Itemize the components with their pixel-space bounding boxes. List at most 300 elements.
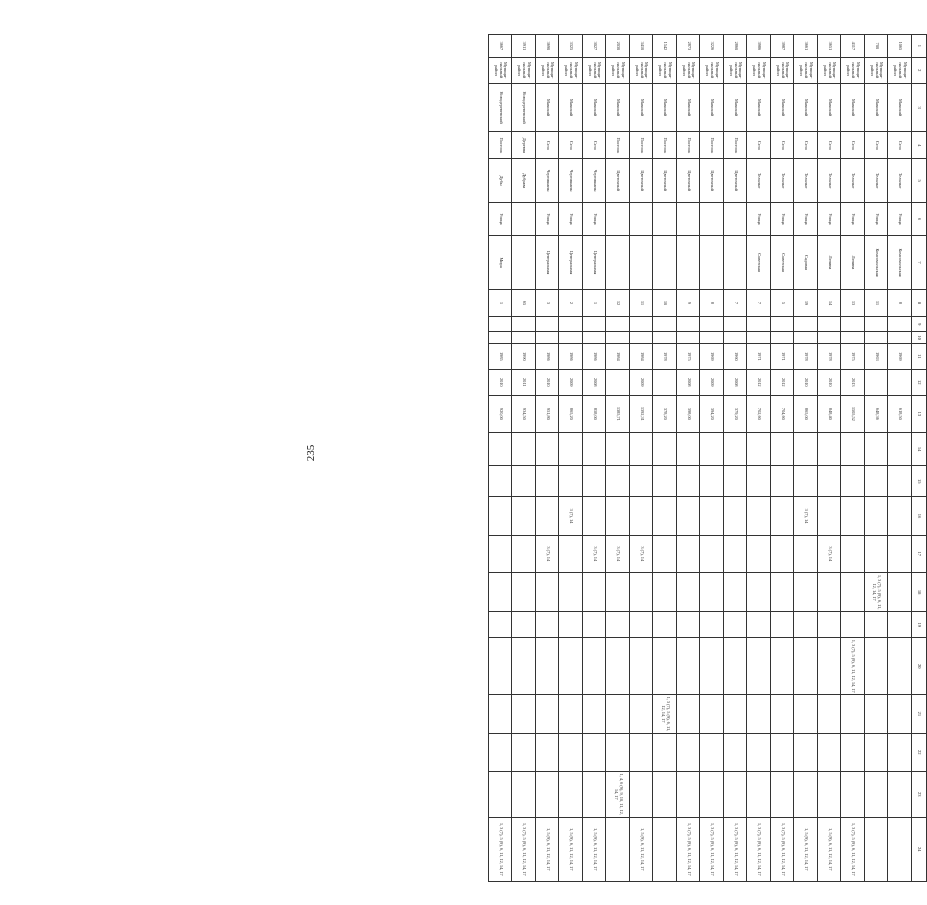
table-cell — [700, 535, 724, 572]
table-cell — [489, 433, 513, 466]
table-cell — [700, 771, 724, 817]
table-cell — [677, 771, 701, 817]
table-cell: Мамский — [865, 83, 889, 132]
table-cell: 1986 — [583, 343, 607, 369]
table-cell: 2873 — [677, 35, 701, 58]
table-cell: 1, 3 (7), 5 (9), 6, 11, 12, 14, 17 — [747, 817, 771, 881]
table-cell: Муници-пальный район — [606, 57, 630, 83]
table-header-row — [912, 35, 927, 882]
table-cell — [630, 202, 654, 235]
table-cell: Улица — [771, 202, 795, 235]
table-cell — [536, 638, 560, 695]
table-cell — [653, 202, 677, 235]
table-cell — [489, 316, 513, 332]
table-cell: Муници-пальный район — [818, 57, 842, 83]
table-cell — [536, 316, 560, 332]
table-cell — [888, 466, 912, 497]
table-cell — [700, 236, 724, 290]
table-cell — [583, 733, 607, 771]
table-cell — [747, 572, 771, 611]
table-cell: 1, 3 (7), 5 (9), 6, 11, 12, 14, 17 — [841, 817, 865, 881]
table-cell: Муници-пальный район — [841, 57, 865, 83]
table-cell: Улица — [888, 202, 912, 235]
table-cell — [771, 638, 795, 695]
table-cell: Поселок — [724, 132, 748, 159]
table-cell: 1975 — [677, 343, 701, 369]
table-cell — [888, 817, 912, 881]
table-cell: 1065 — [888, 35, 912, 58]
table-cell — [653, 572, 677, 611]
table-cell — [865, 316, 889, 332]
table-cell — [818, 497, 842, 535]
table-cell: 2013 — [841, 369, 865, 395]
column-number-cell: 21 — [912, 695, 927, 733]
table-cell: Улица — [583, 202, 607, 235]
table-cell: Тельные — [771, 159, 795, 203]
table-cell: 8 — [888, 289, 912, 316]
column-number-cell: 22 — [912, 733, 927, 771]
table-cell: Мамский — [700, 83, 724, 132]
table-cell: Мамский — [653, 83, 677, 132]
table-cell — [794, 612, 818, 638]
table-cell: 11 — [630, 289, 654, 316]
table-row — [489, 35, 513, 882]
table-cell — [606, 332, 630, 343]
table-cell: 394,20 — [700, 395, 724, 432]
table-cell: 1, 5 (9), 6, 11, 12, 14, 17 — [536, 817, 560, 881]
table-cell — [888, 497, 912, 535]
table-cell — [512, 572, 536, 611]
table-cell — [653, 316, 677, 332]
table-cell: 848,40 — [818, 395, 842, 432]
table-cell — [771, 433, 795, 466]
table-cell — [888, 316, 912, 332]
table-cell — [559, 733, 583, 771]
table-cell: 3690 — [536, 35, 560, 58]
table-cell: 704,60 — [771, 395, 795, 432]
table-cell — [653, 535, 677, 572]
table-cell: 1, 5 (9), 6, 11, 12, 14, 17 — [559, 817, 583, 881]
table-cell: 14 — [818, 289, 842, 316]
table-cell — [677, 497, 701, 535]
registry-table-wrapper — [488, 34, 927, 882]
table-cell — [888, 612, 912, 638]
table-cell — [512, 236, 536, 290]
table-cell — [653, 733, 677, 771]
table-cell: 1975 — [841, 343, 865, 369]
table-cell: 3325 — [559, 35, 583, 58]
table-cell: Тельные — [888, 159, 912, 203]
table-cell — [724, 332, 748, 343]
table-cell: 865,20 — [559, 395, 583, 432]
table-cell — [512, 202, 536, 235]
table-cell: Советская — [747, 236, 771, 290]
table-cell: Тельные — [841, 159, 865, 203]
table-cell: Мамский — [630, 83, 654, 132]
table-cell — [888, 433, 912, 466]
table-cell — [536, 572, 560, 611]
table-cell: 1986 — [536, 343, 560, 369]
table-cell — [771, 612, 795, 638]
table-cell: Муници-пальный район — [794, 57, 818, 83]
table-cell — [865, 733, 889, 771]
table-cell — [653, 817, 677, 881]
table-cell: 3987 — [771, 35, 795, 58]
table-cell — [724, 202, 748, 235]
table-cell — [888, 535, 912, 572]
table-cell — [747, 466, 771, 497]
table-cell: Село — [794, 132, 818, 159]
table-cell: 702,60 — [747, 395, 771, 432]
table-cell: Улица — [794, 202, 818, 235]
table-cell: Ленина — [818, 236, 842, 290]
table-cell — [700, 638, 724, 695]
table-cell — [512, 733, 536, 771]
table-cell — [724, 497, 748, 535]
table-cell — [512, 466, 536, 497]
table-cell: Муници-пальный район — [653, 57, 677, 83]
table-cell: 2010 — [818, 369, 842, 395]
table-cell: 1505,52 — [841, 395, 865, 432]
table-cell — [724, 466, 748, 497]
table-cell: 1978 — [794, 343, 818, 369]
table-row — [724, 35, 748, 882]
table-cell — [724, 733, 748, 771]
table-cell — [583, 695, 607, 733]
table-cell — [888, 332, 912, 343]
table-cell: 3 (7), 14 — [559, 497, 583, 535]
table-cell — [630, 433, 654, 466]
table-cell — [653, 612, 677, 638]
table-cell — [771, 316, 795, 332]
table-cell — [606, 572, 630, 611]
table-cell: 2012 — [747, 369, 771, 395]
table-cell: 3667 — [489, 35, 513, 58]
table-cell — [606, 497, 630, 535]
table-cell: 3 (7), 14 — [583, 535, 607, 572]
table-cell: Мамский — [606, 83, 630, 132]
table-cell — [771, 695, 795, 733]
table-cell — [489, 638, 513, 695]
table-cell — [818, 433, 842, 466]
table-cell — [700, 316, 724, 332]
table-cell: 7 — [724, 289, 748, 316]
table-cell — [559, 695, 583, 733]
table-cell: 1 — [583, 289, 607, 316]
table-cell — [865, 332, 889, 343]
column-number-cell: 18 — [912, 572, 927, 611]
table-cell — [630, 695, 654, 733]
page-number: 235 — [305, 444, 317, 462]
table-cell — [747, 433, 771, 466]
table-cell: 3 (7), 14 — [536, 535, 560, 572]
table-cell — [865, 638, 889, 695]
table-cell: 858,00 — [583, 395, 607, 432]
table-cell — [865, 817, 889, 881]
table-cell: 3 (7), 14 — [630, 535, 654, 572]
table-cell — [865, 695, 889, 733]
table-cell: Советская — [771, 236, 795, 290]
table-cell — [606, 316, 630, 332]
table-cell: Цветочный — [630, 159, 654, 203]
table-cell: Цветочный — [606, 159, 630, 203]
table-row — [771, 35, 795, 882]
table-cell: Мамский — [559, 83, 583, 132]
table-cell: 951,80 — [536, 395, 560, 432]
table-cell: Деревня — [512, 132, 536, 159]
table-cell: 398,00 — [677, 395, 701, 432]
table-cell: Новодеревенский — [489, 83, 513, 132]
table-cell: Центральная — [583, 236, 607, 290]
table-cell — [677, 433, 701, 466]
table-cell — [700, 202, 724, 235]
column-number-cell: 10 — [912, 332, 927, 343]
table-cell — [512, 695, 536, 733]
table-cell — [841, 466, 865, 497]
table-row — [794, 35, 818, 882]
table-cell: 65 — [512, 289, 536, 316]
table-cell — [818, 695, 842, 733]
table-cell — [536, 612, 560, 638]
table-cell: Поселок — [677, 132, 701, 159]
table-cell — [865, 466, 889, 497]
table-cell: Муници-пальный район — [888, 57, 912, 83]
table-cell — [794, 332, 818, 343]
column-number-cell: 8 — [912, 289, 927, 316]
table-cell — [512, 638, 536, 695]
table-cell — [794, 771, 818, 817]
table-cell — [794, 572, 818, 611]
table-cell: 1984 — [630, 343, 654, 369]
table-cell: 1969 — [888, 343, 912, 369]
table-cell — [677, 202, 701, 235]
table-cell: Муници-пальный район — [630, 57, 654, 83]
table-cell: 934,50 — [512, 395, 536, 432]
table-cell: Муници-пальный район — [559, 57, 583, 83]
table-cell — [771, 771, 795, 817]
table-cell: Муници-пальный район — [865, 57, 889, 83]
table-cell — [606, 466, 630, 497]
table-cell — [747, 332, 771, 343]
table-cell: 3 (7), 14 — [818, 535, 842, 572]
table-cell: 1969 — [700, 343, 724, 369]
table-cell: Мамский — [841, 83, 865, 132]
table-cell: 1392,31 — [630, 395, 654, 432]
table-cell: 1985 — [489, 343, 513, 369]
column-number-cell: 1 — [912, 35, 927, 58]
table-cell — [489, 733, 513, 771]
table-cell — [865, 612, 889, 638]
table-cell: 1, 5 (9), 6, 11, 12, 14, 17 — [583, 817, 607, 881]
table-cell — [677, 332, 701, 343]
table-cell — [818, 572, 842, 611]
table-cell — [630, 332, 654, 343]
table-cell — [818, 612, 842, 638]
table-cell — [888, 369, 912, 395]
table-cell: 920,00 — [489, 395, 513, 432]
table-cell: Тельные — [818, 159, 842, 203]
table-cell: 1, 3 (7), 5 (9), 6, 11, 12, 14, 17 — [865, 572, 889, 611]
table-cell — [583, 433, 607, 466]
table-cell — [653, 771, 677, 817]
table-cell — [630, 638, 654, 695]
column-number-cell: 14 — [912, 433, 927, 466]
table-cell: Село — [771, 132, 795, 159]
table-cell: Тельные — [747, 159, 771, 203]
table-cell — [771, 733, 795, 771]
table-cell — [818, 466, 842, 497]
table-cell — [700, 466, 724, 497]
table-cell — [747, 612, 771, 638]
table-cell — [653, 433, 677, 466]
column-number-cell: 16 — [912, 497, 927, 535]
table-cell — [606, 202, 630, 235]
table-cell — [630, 316, 654, 332]
table-cell: 5 — [771, 289, 795, 316]
table-cell: 3986 — [747, 35, 771, 58]
table-cell: Мамский — [794, 83, 818, 132]
table-cell: Садовая — [794, 236, 818, 290]
registry-table-body — [489, 35, 927, 882]
table-cell: 12 — [606, 289, 630, 316]
table-cell: Муници-пальный район — [489, 57, 513, 83]
table-cell — [818, 332, 842, 343]
table-cell — [653, 466, 677, 497]
table-cell — [865, 433, 889, 466]
table-cell: Центральная — [536, 236, 560, 290]
table-cell — [583, 771, 607, 817]
table-cell: Цветочный — [724, 159, 748, 203]
table-cell — [677, 535, 701, 572]
table-row — [559, 35, 583, 882]
table-cell — [700, 497, 724, 535]
table-cell — [818, 638, 842, 695]
table-cell: 2030 — [606, 35, 630, 58]
table-row — [888, 35, 912, 882]
table-cell — [700, 572, 724, 611]
table-cell: Село — [559, 132, 583, 159]
column-number-cell: 3 — [912, 83, 927, 132]
table-cell: Муници-пальный район — [512, 57, 536, 83]
table-cell: 1, 5 (9), 6, 11, 12, 14, 17 — [630, 817, 654, 881]
table-cell: Тельные — [794, 159, 818, 203]
table-cell — [888, 771, 912, 817]
column-number-cell: 20 — [912, 638, 927, 695]
table-cell: Дубрава — [512, 159, 536, 203]
table-cell: 4117 — [841, 35, 865, 58]
table-cell — [583, 638, 607, 695]
table-cell: Муници-пальный район — [677, 57, 701, 83]
table-cell — [794, 733, 818, 771]
table-cell — [559, 316, 583, 332]
table-cell: 2012 — [771, 369, 795, 395]
table-cell: 618,50 — [888, 395, 912, 432]
table-cell — [677, 466, 701, 497]
table-row — [865, 35, 889, 882]
table-cell — [583, 612, 607, 638]
table-cell: Мамский — [583, 83, 607, 132]
table-cell: 1, 3 (7), 5 (9), 6, 11, 12, 14, 17 — [771, 817, 795, 881]
column-number-cell: 23 — [912, 771, 927, 817]
column-number-cell: 6 — [912, 202, 927, 235]
table-cell: 3 — [536, 289, 560, 316]
table-cell — [606, 369, 630, 395]
table-cell — [794, 466, 818, 497]
table-cell — [630, 733, 654, 771]
table-cell — [724, 236, 748, 290]
table-cell — [700, 695, 724, 733]
table-cell: Мамский — [771, 83, 795, 132]
table-row — [700, 35, 724, 882]
table-cell — [818, 733, 842, 771]
table-cell: 2010 — [794, 369, 818, 395]
table-cell — [489, 695, 513, 733]
table-cell: Муници-пальный район — [536, 57, 560, 83]
column-number-cell: 12 — [912, 369, 927, 395]
table-cell — [841, 695, 865, 733]
table-cell: Улица — [536, 202, 560, 235]
table-row — [512, 35, 536, 882]
table-cell — [489, 771, 513, 817]
table-cell: 19 — [794, 289, 818, 316]
table-cell — [865, 771, 889, 817]
table-cell — [841, 612, 865, 638]
table-cell — [489, 612, 513, 638]
table-cell: Село — [888, 132, 912, 159]
table-cell: Черемшаны — [583, 159, 607, 203]
table-cell: Ленина — [841, 236, 865, 290]
table-cell: 7 — [747, 289, 771, 316]
table-cell — [700, 733, 724, 771]
table-cell: 1385,71 — [606, 395, 630, 432]
column-number-cell: 7 — [912, 236, 927, 290]
table-cell — [841, 433, 865, 466]
table-cell: 11 — [865, 289, 889, 316]
table-cell: Улица — [489, 202, 513, 235]
table-cell: 1978 — [818, 343, 842, 369]
table-cell: 3 (7), 14 — [606, 535, 630, 572]
table-cell: 1, 5 (9), 6, 11, 12, 14, 17 — [794, 817, 818, 881]
table-cell: Село — [583, 132, 607, 159]
table-cell: 1, 3 (7), 5 (9), 6, 11, 12, 14, 17 — [841, 638, 865, 695]
table-cell — [512, 497, 536, 535]
table-cell: 13 — [841, 289, 865, 316]
table-row — [630, 35, 654, 882]
table-row — [583, 35, 607, 882]
table-cell — [630, 612, 654, 638]
table-cell — [865, 535, 889, 572]
table-cell — [559, 638, 583, 695]
table-cell — [559, 771, 583, 817]
table-cell — [841, 497, 865, 535]
table-cell: 1978 — [653, 343, 677, 369]
table-cell — [536, 332, 560, 343]
table-cell: 2860 — [724, 35, 748, 58]
table-cell: 3 (7), 14 — [794, 497, 818, 535]
table-cell — [818, 771, 842, 817]
table-cell — [583, 466, 607, 497]
table-cell — [771, 572, 795, 611]
table-cell: 8 — [700, 289, 724, 316]
table-cell — [559, 572, 583, 611]
table-cell: Поселок — [700, 132, 724, 159]
table-cell: Улица — [818, 202, 842, 235]
table-cell: Село — [841, 132, 865, 159]
table-cell — [888, 572, 912, 611]
table-cell — [489, 535, 513, 572]
table-cell: 1542 — [653, 35, 677, 58]
table-cell: Улица — [747, 202, 771, 235]
